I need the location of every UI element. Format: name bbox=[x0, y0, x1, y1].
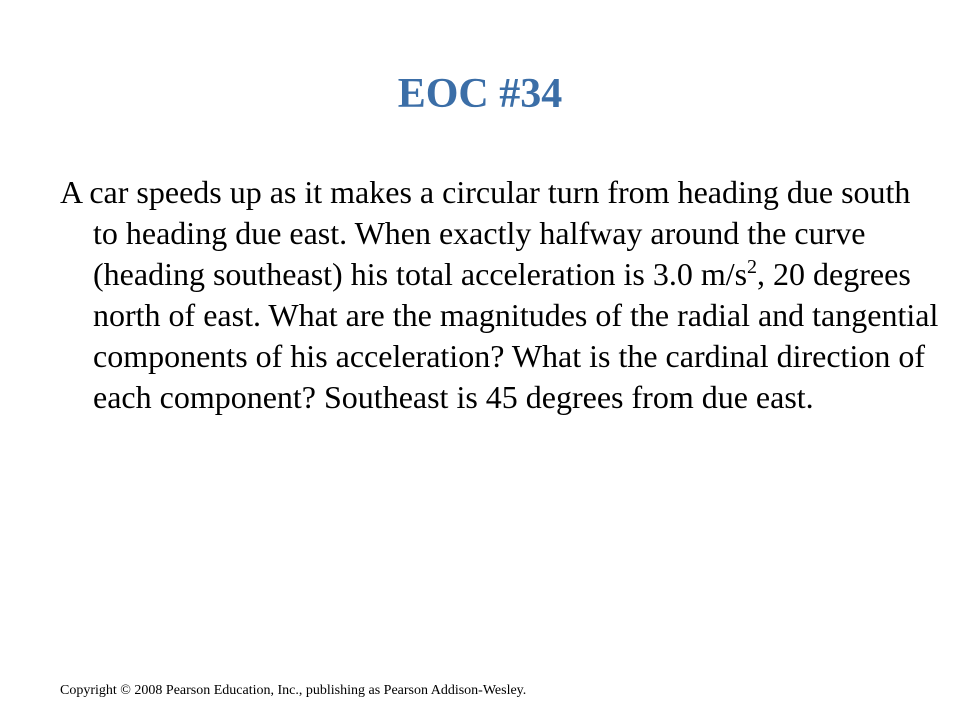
problem-text-part-2: , 20 degrees north of east. What are the magnitudes of the radial and tangential components of his acceleration? What is the cardinal direction of each component? Southeast is 45 degrees from due east. bbox=[93, 256, 939, 415]
problem-text-part-1: A car speeds up as it makes a circular turn from heading due south to heading due east. When exactly halfway around the curve (heading southeast) his total acceleration is 3.0 m/s bbox=[60, 174, 911, 292]
units-superscript: 2 bbox=[747, 256, 758, 278]
problem-text bbox=[60, 172, 943, 418]
copyright-footer: Copyright © 2008 Pearson Education, Inc., publishing as Pearson Addison-Wesley. bbox=[60, 683, 527, 698]
slide-title: EOC #34 bbox=[397, 71, 563, 117]
